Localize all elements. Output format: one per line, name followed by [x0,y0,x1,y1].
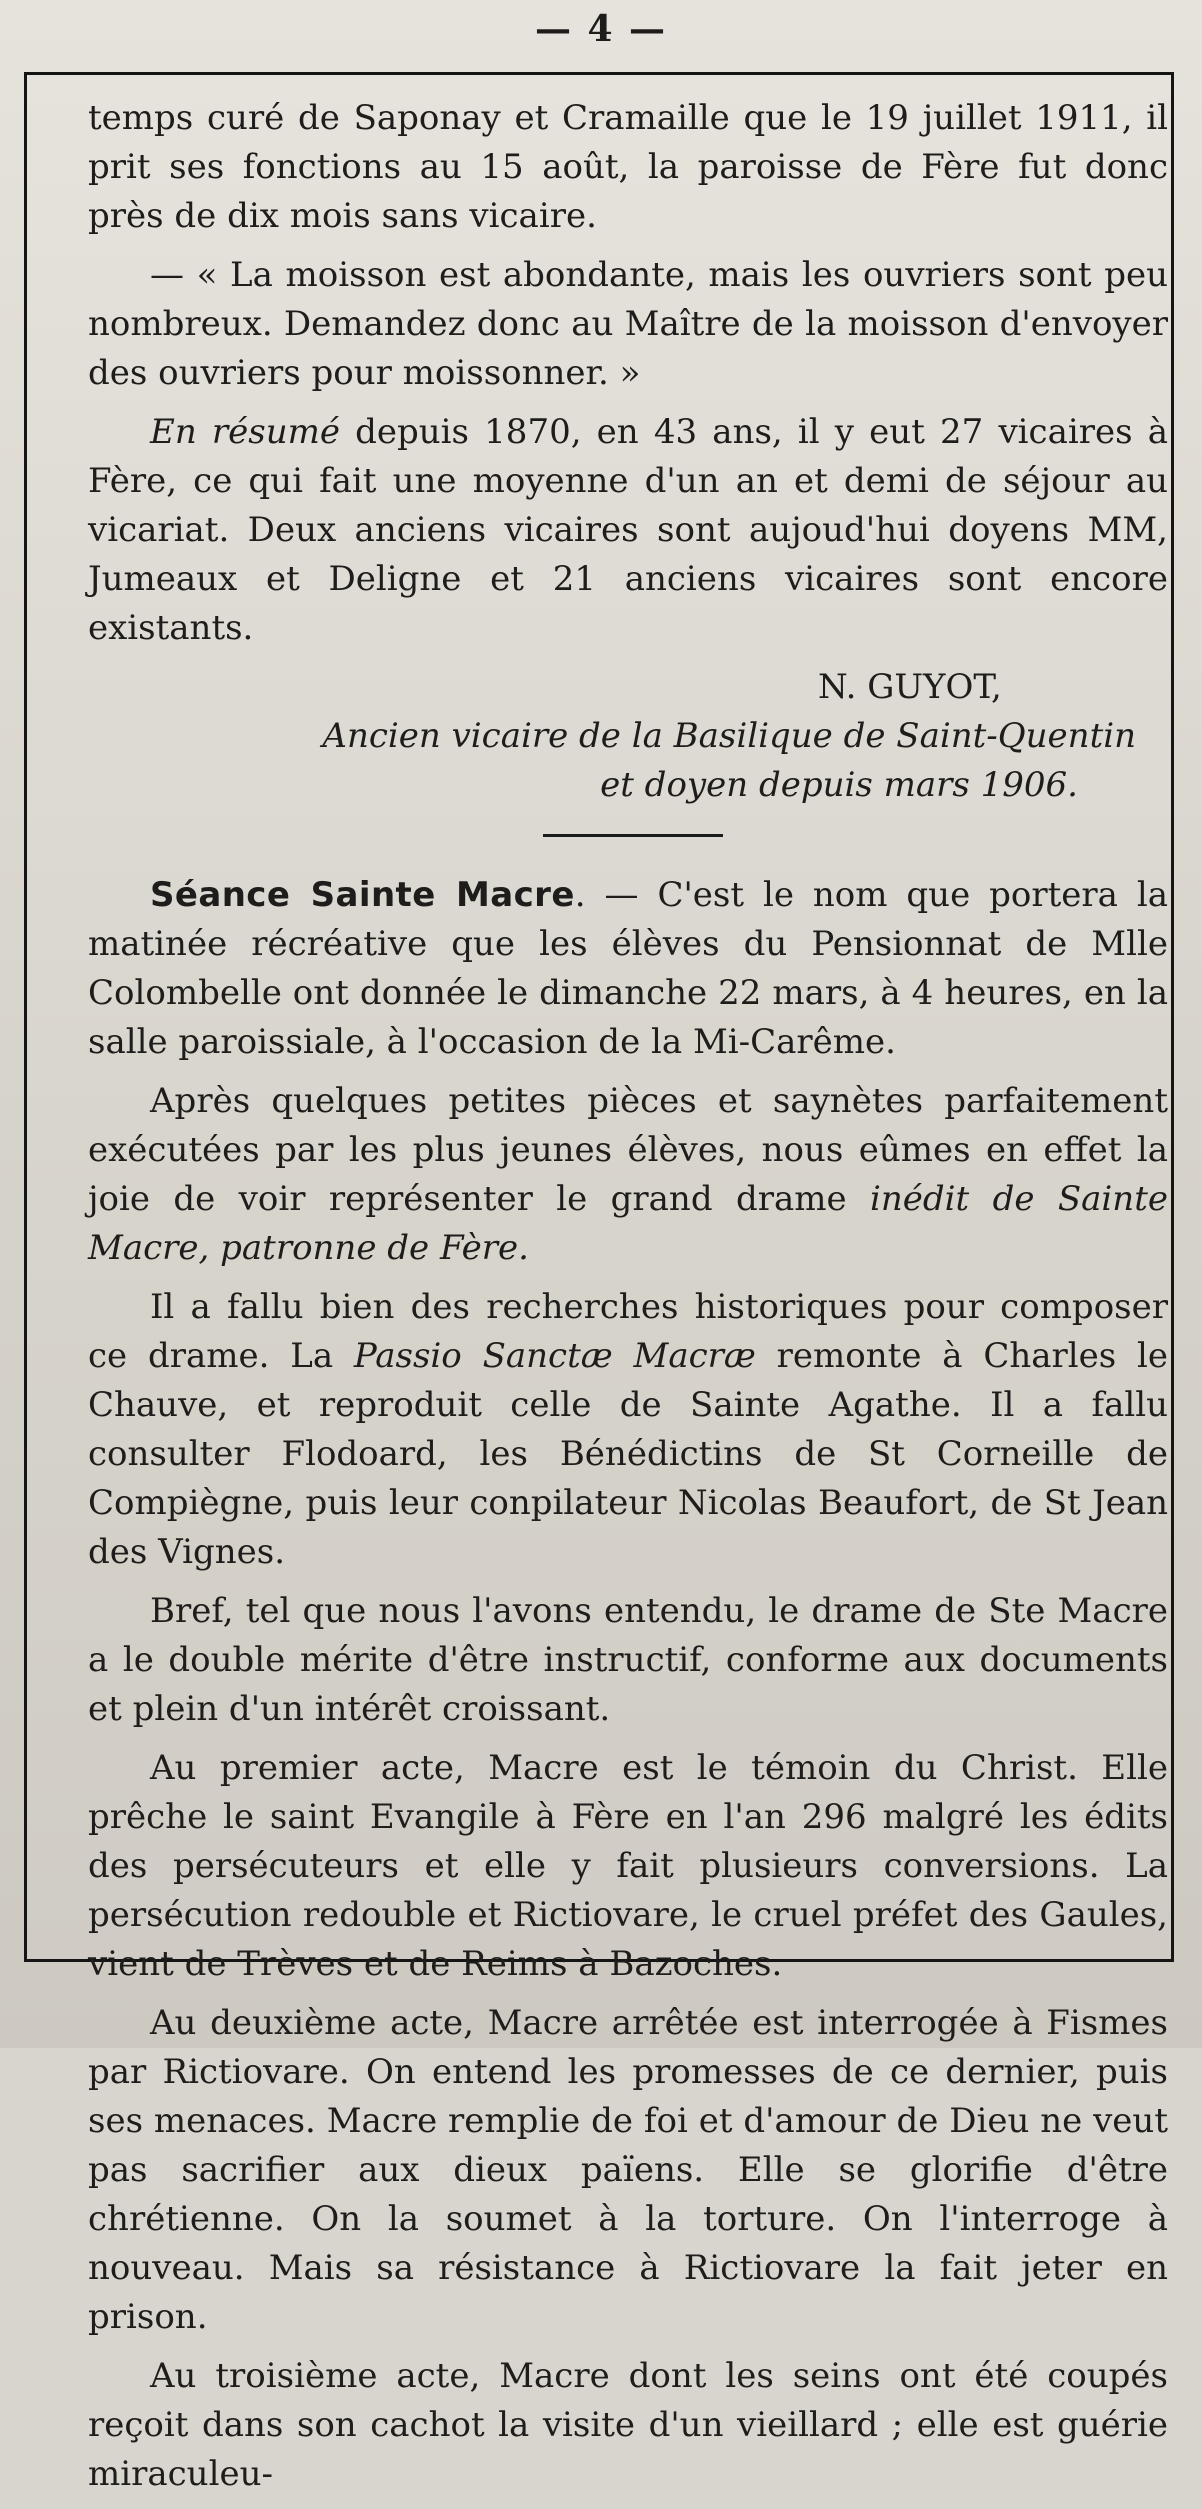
paragraph-performance [88,1077,1168,1273]
section-divider [543,834,723,837]
paragraph-act-one: Au premier acte, Macre est le témoin du Christ. Elle prêche le saint Evangile à Fère en l'an 296 malgré les édits des persécuteurs et elle y fait plusieurs conversions. La persécution redouble et Rictiovare, le cruel préfet des Gaules, vient de Trèves et de Reims à Bazoches. [88,1748,1168,1984]
paragraph-vicariate-history: temps curé de Saponay et Cramaille que le 19 juillet 1911, il prit ses fonctions au 15 août, la paroisse de Fère fut donc près de dix mois sans vicaire. [88,98,1168,236]
paragraph-quote-harvest: — « La moisson est abondante, mais les ouvriers sont peu nombreux. Demandez donc au Maître de la moisson d'envoyer des ouvriers pour moissonner. » [88,255,1168,393]
section-title: Séance Sainte Macre [150,875,575,915]
seance-intro-text: . — C'est le nom que portera la matinée récréative que les élèves du Pensionnat de Mlle Colombelle ont donnée le dimanche 22 mars, à 4 heures, en la salle paroissiale, à l'occasion de la Mi-Carême. [88,875,1168,1062]
research-text-end: remonte à Charles le Chauve, et reproduit celle de Sainte Agathe. Il a fallu consulter Flodoard, les Bénédictins de St Corneille de Compiègne, puis leur conpilateur Nicolas Beaufort, de St Jean des Vignes. [88,1336,1169,1572]
research-italic: Passio Sanctæ Macræ [353,1336,756,1376]
performance-text: Après quelques petites pièces et saynètes parfaitement exécutées par les plus jeunes élèves, nous eûmes en effet la joie de voir représenter le grand drame [88,1081,1168,1219]
paragraph-summary [88,408,1168,653]
paragraph-act-two: Au deuxième acte, Macre arrêtée est interrogée à Fismes par Rictiovare. On entend les promesses de ce dernier, puis ses menaces. Macre remplie de foi et d'amour de Dieu ne veut pas sacrifier aux dieux païens. Elle se glorifie d'être chrétienne. On la soumet à la torture. On l'interroge à nouveau. Mais sa résistance à Rictiovare la fait jeter en prison. [88,2003,1168,2337]
paragraph-act-three: Au troisième acte, Macre dont les seins ont été coupés reçoit dans son cachot la visite d'un vieillard ; elle est guérie miraculeu- [88,2356,1168,2494]
summary-text: depuis 1870, en 43 ans, il y eut 27 vicaires à Fère, ce qui fait une moyenne d'un an et demi de séjour au vicariat. Deux anciens vicaires sont aujoud'hui doyens MM, Jumeaux et Deligne et 21 anciens vicaires sont encore existants. [88,412,1168,648]
research-text-start: Il a fallu bien des recherches historiques pour composer ce drame. La [88,1287,1168,1376]
signature-title-line-2: et doyen depuis mars 1906. [600,765,1078,805]
paragraph-seance-intro [88,871,1168,1067]
summary-lead: En résumé [150,412,340,452]
paragraph-summary-drama: Bref, tel que nous l'avons entendu, le drame de Ste Macre a le double mérite d'être instructif, conforme aux documents et plein d'un intérêt croissant. [88,1591,1168,1729]
page-number: — 4 — [534,8,668,50]
paragraph-research [88,1283,1168,1577]
signature-name: N. GUYOT, [818,667,1002,707]
signature-title-line-1: Ancien vicaire de la Basilique de Saint-Quentin [322,716,1136,756]
performance-italic: inédit de Sainte Macre, patronne de Fère. [88,1179,1168,1268]
page-content [88,94,1168,2509]
